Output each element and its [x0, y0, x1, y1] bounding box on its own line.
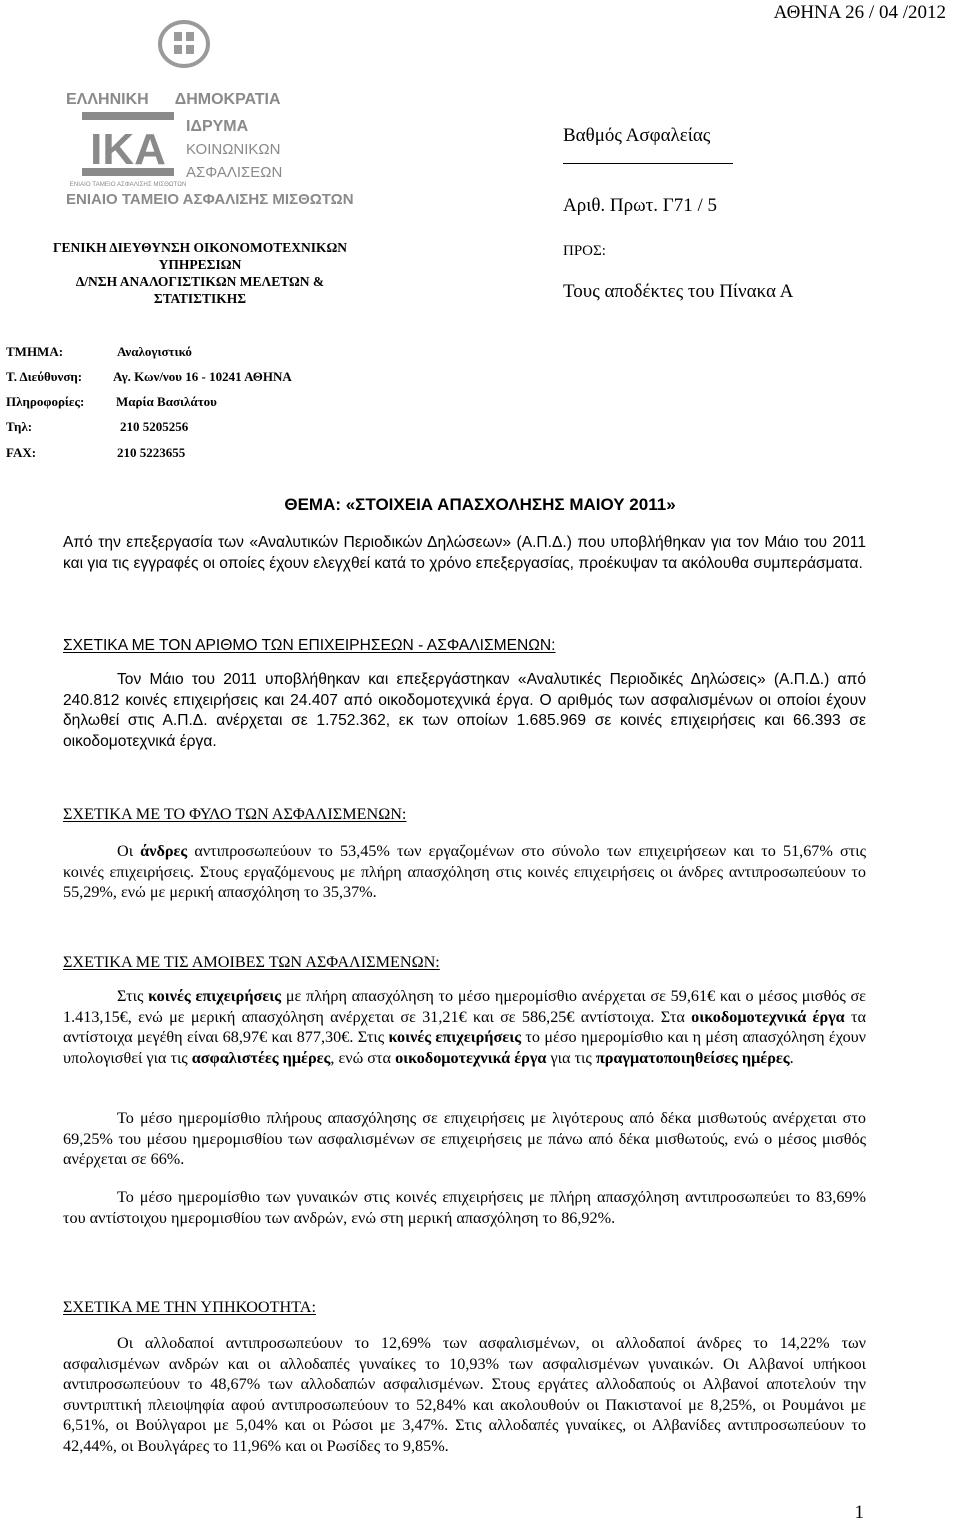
general-directorate: ΓΕΝΙΚΗ ΔΙΕΥΘΥΝΣΗ ΟΙΚΟΝΟΜΟΤΕΧΝΙΚΩΝ ΥΠΗΡΕΣΙΩΝ Δ/ΝΣΗ ΑΝΑΛΟΓΙΣΤΙΚΩΝ ΜΕΛΕΤΩΝ & ΣΤΑΤΙΣΤΙΚΗΣ	[52, 240, 348, 306]
svg-text:ΕΝΙΑΙΟ ΤΑΜΕΙΟ ΑΣΦΑΛΙΣΗΣ ΜΙΣΘΩΤ: ΕΝΙΑΙΟ ΤΑΜΕΙΟ ΑΣΦΑΛΙΣΗΣ ΜΙΣΘΩΤΩΝ	[69, 181, 187, 188]
heading-gender: ΣΧΕΤΙΚΑ ΜΕ ΤΟ ΦΥΛΟ ΤΩΝ ΑΣΦΑΛΙΣΜΕΝΩΝ:	[63, 805, 407, 823]
paragraph-women-wages: Το μέσο ημερομίσθιο των γυναικών στις κοινές επιχειρήσεις με πλήρη απασχόληση αντιπροσωπεύει το 83,69% του αντίστοιχου ημερομισθίου των ανδρών, ενώ στη μερική απασχόληση το 86,92%.	[63, 1188, 866, 1227]
org-line-foundation: ΙΔΡΥΜΑ	[186, 118, 249, 135]
paragraph-nationality: Οι αλλοδαποί αντιπροσωπεύουν το 12,69% των ασφαλισμένων, οι αλλοδαποί άνδρες το 14,22% των ασφαλισμένων ανδρών και οι αλλοδαπές γυναίκες το 10,93% των ασφαλισμένων γυναικών. Οι Αλβανοί υπήκοοι αντιπροσωπεύουν το 48,67% των αλλοδαπών ασφαλισμένων. Στους εργάτες αλλοδαπούς οι Αλβανοί αποτελούν την συντριπτική πλειοψηφία αφού αντιπροσωπεύουν το 52,84% και ακολουθούν οι Πακιστανοί με 8,25%, οι Ρουμάνοι με 6,51%, οι Βούλγαροι με 5,04% και οι Ρώσοι με 3,47%. Στις αλλοδαπές γυναίκες, οι Αλβανίδες αντιπροσωπεύουν το 42,44%, οι Βουλγάρες το 11,96% και οι Ρωσίδες το 9,85%.	[63, 1334, 866, 1455]
security-level: Βαθμός Ασφαλείας	[563, 125, 711, 146]
security-line	[563, 163, 733, 164]
intro-paragraph: Από την επεξεργασία των «Αναλυτικών Περιοδικών Δηλώσεων» (Α.Π.Δ.) που υποβλήθηκαν για τον Μάιο του 2011 και για τις εγγραφές οι οποίες έχουν ελεγχθεί κατά το χρόνο επεξεργασίας, προέκυψαν τα ακόλουθα συμπεράσματα.	[63, 534, 866, 572]
subject-title: ΘΕΜΑ: «ΣΤΟΙΧΕΙΑ ΑΠΑΣΧΟΛΗΣΗΣ ΜΑΙΟΥ 2011»	[284, 495, 676, 514]
document-date: ΑΘΗΝΑ 26 / 04 /2012	[773, 2, 946, 23]
greek-emblem-icon	[158, 20, 210, 68]
org-line-social: ΚΟΙΝΩΝΙΚΩΝ	[186, 141, 281, 158]
org-greek-republic: ΕΛΛΗΝΙΚΗ ΔΗΜΟΚΡΑΤΙΑ	[66, 91, 281, 108]
heading-nationality: ΣΧΕΤΙΚΑ ΜΕ ΤΗΝ ΥΠΗΚΟΟΤΗΤΑ:	[63, 1298, 316, 1316]
svg-text:ΙΚΑ: ΙΚΑ	[90, 125, 166, 174]
paragraph-wages: Στις κοινές επιχειρήσεις με πλήρη απασχόληση το μέσο ημερομίσθιο ανέρχεται σε 59,61€ και ο μέσος μισθός σε 1.413,15€, ενώ με μερική απασχόληση ανέρχεται σε 31,21€ και σε 586,25€ αντίστοιχα. Στα οικοδομοτεχνικά έργα τα αντίστοιχα μεγέθη είναι 68,97€ και 877,30€. Στις κοινές επιχειρήσεις το μέσο ημερομίσθιο και η μέση απασχόληση έχουν υπολογισθεί για τις ασφαλιστέες ημέρες, ενώ στα οικοδομοτεχνικά έργα για τις πραγματοποιηθείσες ημέρες.	[63, 987, 866, 1067]
heading-businesses: ΣΧΕΤΙΚΑ ΜΕ ΤΟΝ ΑΡΙΘΜΟ ΤΩΝ ΕΠΙΧΕΙΡΗΣΕΩΝ - ΑΣΦΑΛΙΣΜΕΝΩΝ:	[63, 637, 556, 654]
to-label: ΠΡΟΣ:	[563, 243, 606, 259]
address-value: Αγ. Κων/νου 16 - 10241 ΑΘΗΝΑ	[113, 369, 292, 384]
heading-wages: ΣΧΕΤΙΚΑ ΜΕ ΤΙΣ ΑΜΟΙΒΕΣ ΤΩΝ ΑΣΦΑΛΙΣΜΕΝΩΝ:	[63, 953, 440, 971]
fund-name: ΕΝΙΑΙΟ ΤΑΜΕΙΟ ΑΣΦΑΛΙΣΗΣ ΜΙΣΘΩΤΩΝ	[66, 191, 354, 208]
page-number: 1	[854, 1502, 864, 1523]
phone-value: 210 5205256	[120, 419, 189, 434]
ika-logo	[69, 110, 187, 190]
section-value: Αναλογιστικό	[117, 344, 192, 359]
protocol-number: Αριθ. Πρωτ. Γ71 / 5	[563, 195, 718, 216]
info-value: Μαρία Βασιλάτου	[116, 394, 217, 409]
paragraph-gender: Οι άνδρες αντιπροσωπεύουν το 53,45% των εργαζομένων στο σύνολο των επιχειρήσεων και το 51,67% στις κοινές επιχειρήσεις. Στους εργαζόμενους με πλήρη απασχόληση στις κοινές επιχειρήσεις οι άνδρες αντιπροσωπεύουν το 55,29%, ενώ με μερική απασχόληση το 35,37%.	[63, 842, 866, 902]
fax-label: FAX:	[6, 445, 37, 460]
paragraph-small-firms: Το μέσο ημερομίσθιο πλήρους απασχόλησης σε επιχειρήσεις με λιγότερους από δέκα μισθωτούς ανέρχεται στο 69,25% του μέσου ημερομισθίου των ασφαλισμένων σε επιχειρήσεις με πάνω από δέκα μισθωτούς, ενώ ο μέσος μισθός ανέρχεται σε 66%.	[63, 1109, 866, 1169]
address-label: Τ. Διεύθυνση:	[6, 369, 83, 384]
info-label: Πληροφορίες:	[6, 394, 85, 409]
paragraph-businesses: Τον Μάιο του 2011 υποβλήθηκαν και επεξεργάστηκαν «Αναλυτικές Περιοδικές Δηλώσεις» (Α.Π.Δ.) από 240.812 κοινές επιχειρήσεις και 24.407 από οικοδομοτεχνικά έργα. Ο αριθμός των ασφαλισμένων οι οποίοι έχουν δηλωθεί στις Α.Π.Δ. ανέρχεται σε 1.752.362, εκ των οποίων 1.685.969 σε κοινές επιχειρήσεις και 66.393 σε οικοδομοτεχνικά έργα.	[63, 671, 866, 750]
section-label: ΤΜΗΜΑ:	[6, 344, 64, 359]
fax-value: 210 5223655	[117, 445, 186, 460]
org-line-insurance: ΑΣΦΑΛΙΣΕΩΝ	[186, 164, 283, 181]
phone-label: Τηλ:	[6, 419, 33, 434]
recipients: Τους αποδέκτες του Πίνακα Α	[563, 281, 794, 302]
